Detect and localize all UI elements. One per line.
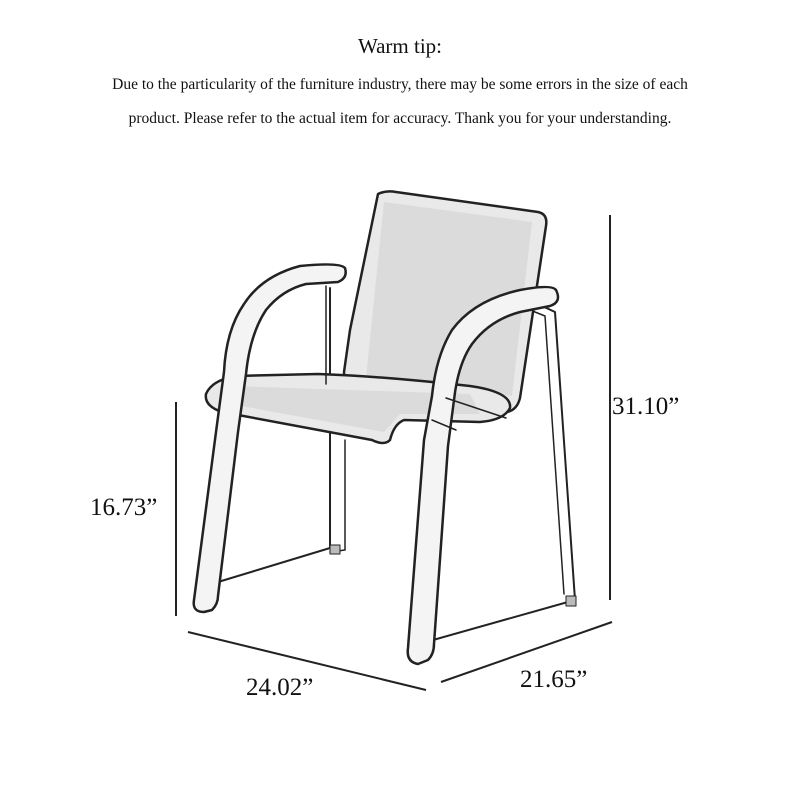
width-dimension-label: 24.02” bbox=[246, 674, 314, 701]
warm-tip-line-1: Due to the particularity of the furniture industry, there may be some errors in the size of each bbox=[112, 76, 688, 93]
warm-tip-title: Warm tip: bbox=[357, 34, 443, 58]
left-arm-leg bbox=[194, 264, 346, 612]
foot-glide-right bbox=[566, 596, 576, 606]
chair-drawing bbox=[194, 191, 576, 664]
warm-tip-line-2: product. Please refer to the actual item for accuracy. Thank you for your understanding. bbox=[128, 110, 672, 127]
right-rear-frame-inner bbox=[530, 310, 564, 594]
depth-dimension-label: 21.65” bbox=[520, 666, 588, 693]
height-dimension-label: 31.10” bbox=[612, 393, 680, 420]
foot-glide-left bbox=[330, 545, 340, 554]
rear-sled-bar bbox=[330, 440, 345, 552]
seat-height-dimension-label: 16.73” bbox=[90, 494, 158, 521]
